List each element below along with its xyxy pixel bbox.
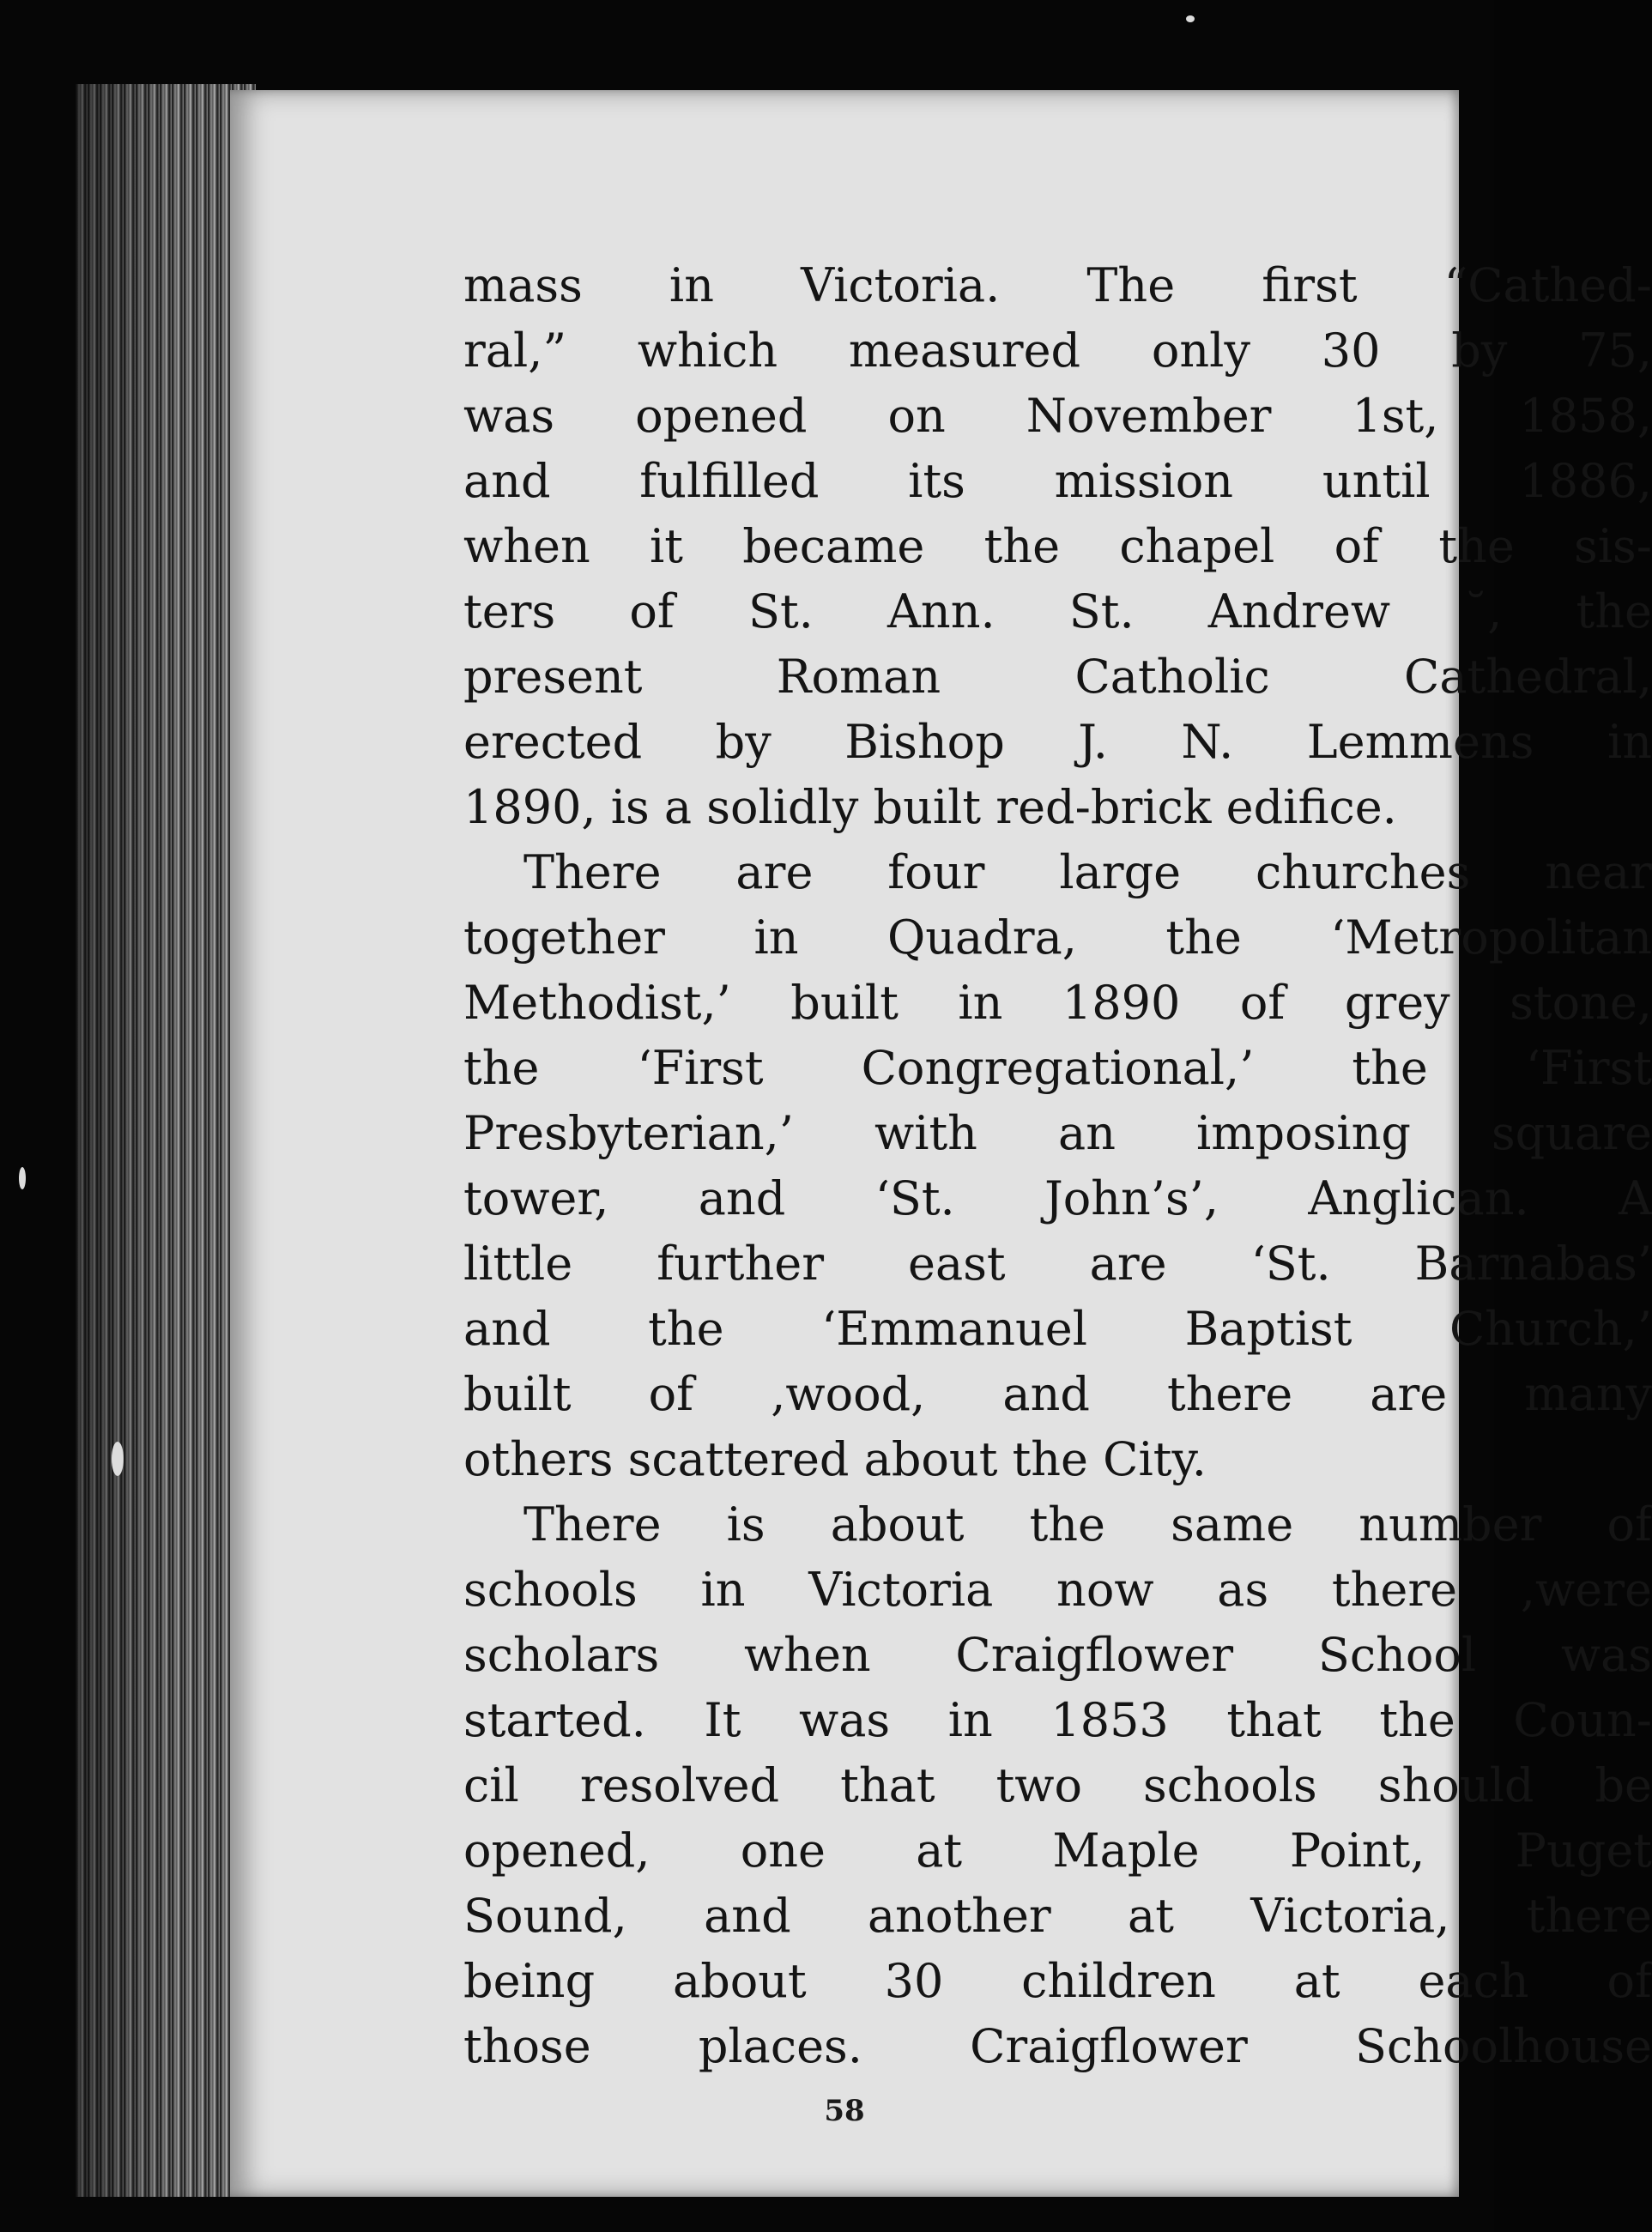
text-line: Sound, and another at Victoria, there xyxy=(463,1889,1652,1943)
book-page-edges xyxy=(76,84,256,2197)
dust-speck xyxy=(112,1442,124,1476)
text-line: opened, one at Maple Point, Puget xyxy=(463,1824,1652,1878)
text-line: cil resolved that two schools should be xyxy=(463,1758,1652,1812)
text-line: 1890, is a solidly built red-brick edifice. xyxy=(463,780,1397,834)
dust-speck xyxy=(19,1167,26,1189)
text-line: There are four large churches near xyxy=(523,845,1652,899)
text-line: present Roman Catholic Cathedral, xyxy=(463,650,1652,704)
book-page xyxy=(230,90,1652,2197)
text-line: little further east are ‘St. Barnabas’ xyxy=(463,1237,1652,1291)
text-line: ters of St. Ann. St. Andrew ˘, the xyxy=(463,584,1652,638)
text-line: was opened on November 1st, 1858, xyxy=(463,389,1652,443)
text-line: being about 30 children at each of xyxy=(463,1954,1652,2008)
text-line: erected by Bishop J. N. Lemmens in xyxy=(463,715,1652,769)
text-line: Presbyterian,’ with an imposing square xyxy=(463,1106,1652,1160)
text-line: scholars when Craigflower School was xyxy=(463,1628,1652,1682)
text-line: and fulfilled its mission until 1886, xyxy=(463,454,1652,508)
text-line: and the ‘Emmanuel Baptist Church,’ xyxy=(463,1302,1652,1356)
text-line: tower, and ‘St. John’s’, Anglican. A xyxy=(463,1171,1652,1225)
text-line: those places. Craigflower Schoolhouse xyxy=(463,2019,1652,2073)
text-line: started. It was in 1853 that the Coun- xyxy=(463,1693,1652,1747)
text-line: Methodist,’ built in 1890 of grey stone, xyxy=(463,976,1652,1030)
text-line: ral,” which measured only 30 by 75, xyxy=(463,324,1652,378)
text-line: There is about the same number of xyxy=(523,1497,1652,1552)
page-number: 58 xyxy=(824,2094,865,2128)
text-line: together in Quadra, the ‘Metropolitan xyxy=(463,910,1652,965)
text-line: schools in Victoria now as there ,were xyxy=(463,1563,1652,1617)
text-line: mass in Victoria. The first “Cathed- xyxy=(463,258,1652,312)
text-line: built of ,wood, and there are many xyxy=(463,1367,1652,1421)
dust-speck xyxy=(1186,15,1195,22)
body-text xyxy=(463,253,1652,2079)
text-line: others scattered about the City. xyxy=(463,1432,1207,1486)
text-line: the ‘First Congregational,’ the ‘First xyxy=(463,1041,1652,1095)
text-line: when it became the chapel of the sis- xyxy=(463,519,1652,573)
